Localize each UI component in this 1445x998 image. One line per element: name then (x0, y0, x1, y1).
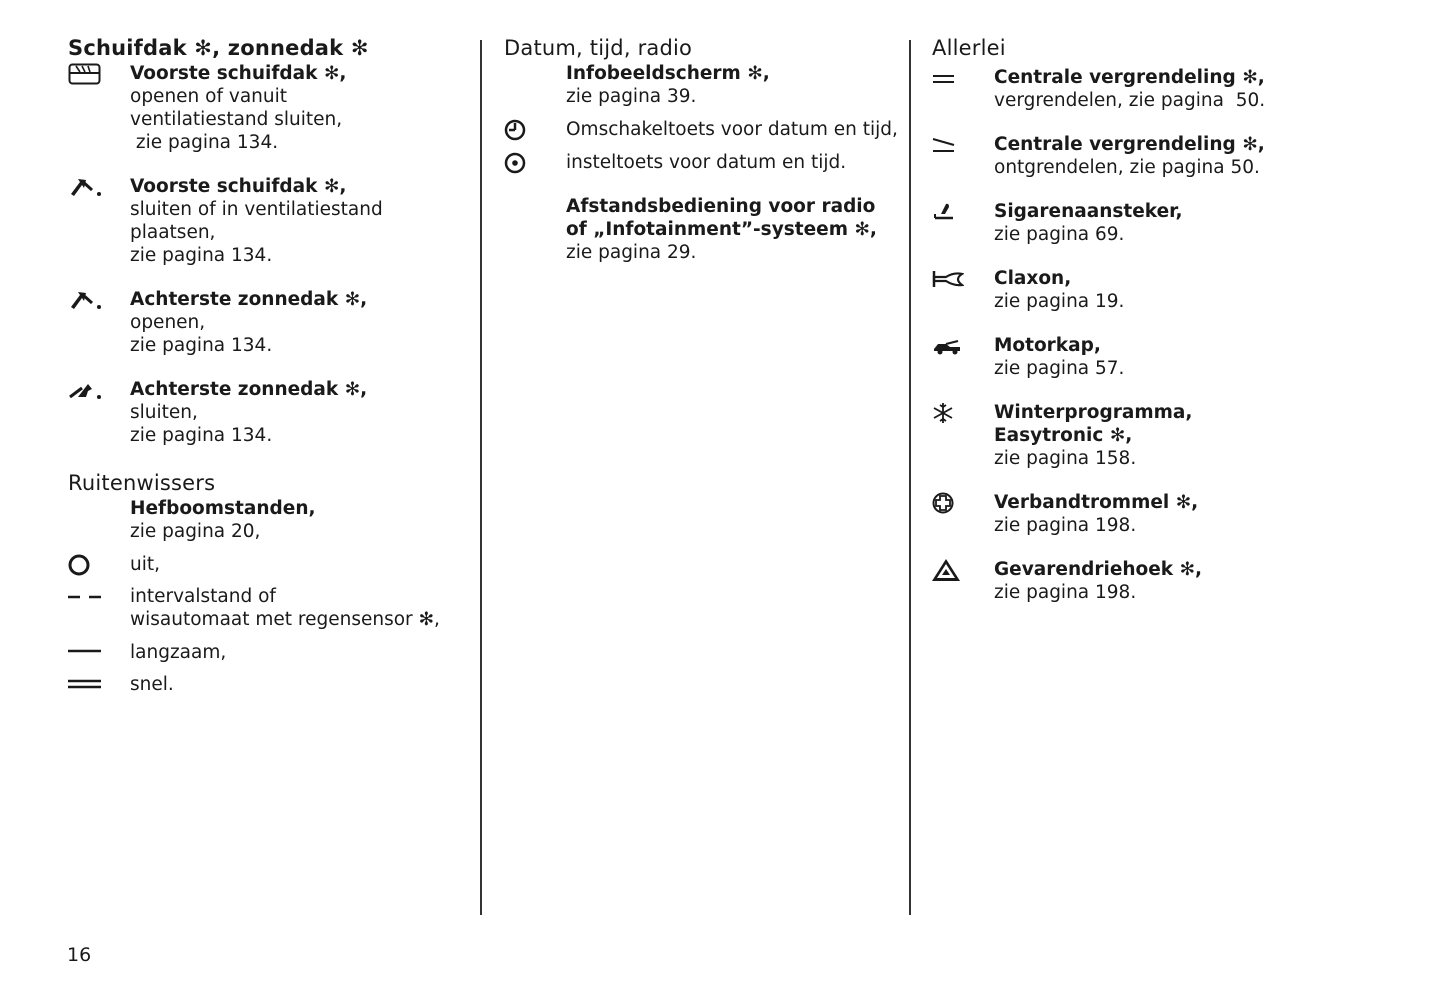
wiper-fast-icon (68, 673, 130, 696)
entry-motorkap (932, 334, 1392, 380)
column-divider-2 (909, 40, 911, 915)
entry-line: sluiten, (130, 402, 198, 423)
column-datum-tijd-radio (504, 34, 904, 264)
section-title-schuifdak: Schuifdak ✻, zonnedak ✻ (68, 36, 369, 60)
entry-winterprogramma (932, 401, 1392, 470)
entry-heading: Achterste zonnedak ✻, (130, 289, 368, 310)
entry-line: zie pagina 198. (994, 582, 1137, 603)
entry-heading: Centrale vergrendeling ✻, (994, 67, 1265, 88)
sunroof-open-icon (68, 62, 130, 85)
entry-heading: Claxon, (994, 268, 1072, 289)
sunroof-close-icon (68, 175, 130, 198)
entry-line: ontgrendelen, zie pagina 50. (994, 157, 1260, 178)
entry-line: ventilatiestand sluiten, (130, 109, 343, 130)
entry-centrale-vergrendeling-unlock (932, 133, 1392, 179)
entry-wiper-interval (68, 585, 468, 631)
entry-line: plaatsen, (130, 222, 216, 243)
entry-heading: of „Infotainment”-systeem ✻, (566, 219, 877, 240)
page-number: 16 (67, 944, 92, 966)
entry-voorste-schuifdak-open (68, 62, 468, 154)
warning-triangle-icon (932, 558, 994, 581)
entry-line: zie pagina 134. (130, 335, 273, 356)
section-title-allerlei: Allerlei (932, 36, 1006, 60)
entry-line: snel. (130, 674, 174, 695)
set-button-icon (504, 151, 566, 174)
entry-line: vergrendelen, zie pagina 50. (994, 90, 1266, 111)
entry-claxon (932, 267, 1392, 313)
rear-sunroof-close-icon (68, 378, 130, 401)
section-title-datum: Datum, tijd, radio (504, 36, 693, 60)
rear-sunroof-open-icon (68, 288, 130, 311)
column-divider-1 (480, 40, 482, 915)
entry-heading: Infobeeldscherm ✻, (566, 63, 770, 84)
entry-afstandsbediening (504, 195, 904, 264)
entry-achterste-zonnedak-sluiten (68, 378, 468, 447)
wiper-slow-icon (68, 641, 130, 664)
entry-achterste-zonnedak-open (68, 288, 468, 357)
entry-heading: Achterste zonnedak ✻, (130, 379, 368, 400)
entry-heading: Voorste schuifdak ✻, (130, 63, 347, 84)
entry-line: zie pagina 19. (994, 291, 1125, 312)
entry-insteltoets (504, 151, 904, 174)
entry-heading: Afstandsbediening voor radio (566, 196, 876, 217)
entry-heading: Centrale vergrendeling ✻, (994, 134, 1265, 155)
entry-heading: Verbandtrommel ✻, (994, 492, 1199, 513)
entry-voorste-schuifdak-sluiten (68, 175, 468, 267)
entry-line: intervalstand of (130, 586, 276, 607)
entry-omschakeltoets (504, 118, 904, 141)
entry-line: zie pagina 158. (994, 448, 1137, 469)
column-schuifdak-ruitenwissers (68, 34, 468, 696)
cigarette-lighter-icon (932, 200, 994, 223)
bonnet-icon (932, 334, 994, 357)
wiper-interval-icon (68, 585, 130, 608)
first-aid-icon (932, 491, 994, 514)
entry-sigarenaansteker (932, 200, 1392, 246)
snowflake-icon (932, 401, 994, 424)
entry-line: insteltoets voor datum en tijd. (566, 152, 847, 173)
entry-centrale-vergrendeling-lock (932, 66, 1392, 112)
entry-line: sluiten of in ventilatiestand (130, 199, 383, 220)
entry-infobeeldscherm (504, 62, 904, 108)
entry-line: Omschakeltoets voor datum en tijd, (566, 119, 898, 140)
entry-heading: Winterprogramma, (994, 402, 1193, 423)
entry-heading: Voorste schuifdak ✻, (130, 176, 347, 197)
central-unlock-icon (932, 133, 994, 156)
section-title-ruitenwissers: Ruitenwissers (68, 471, 216, 495)
entry-line: openen of vanuit (130, 86, 287, 107)
entry-heading: Gevarendriehoek ✻, (994, 559, 1203, 580)
horn-icon (932, 267, 994, 290)
entry-wiper-slow (68, 641, 468, 664)
entry-gevarendriehoek (932, 558, 1392, 604)
entry-line: wisautomaat met regensensor ✻, (130, 609, 440, 630)
entry-line: zie pagina 29. (566, 242, 697, 263)
wiper-off-icon (68, 553, 130, 576)
entry-line: zie pagina 20, (130, 521, 261, 542)
entry-line: zie pagina 198. (994, 515, 1137, 536)
entry-line: openen, (130, 312, 206, 333)
entry-wiper-fast (68, 673, 468, 696)
entry-line: zie pagina 69. (994, 224, 1125, 245)
entry-wiper-off (68, 553, 468, 576)
entry-line: zie pagina 134. (130, 245, 273, 266)
entry-line: langzaam, (130, 642, 227, 663)
entry-heading: Hefboomstanden, (130, 498, 316, 519)
entry-verbandtrommel (932, 491, 1392, 537)
entry-heading: Motorkap, (994, 335, 1101, 356)
central-lock-icon (932, 66, 994, 89)
entry-heading: Sigarenaansteker, (994, 201, 1183, 222)
entry-line: zie pagina 134. (130, 425, 273, 446)
entry-hefboomstanden (68, 497, 468, 543)
entry-line: uit, (130, 554, 160, 575)
entry-heading: Easytronic ✻, (994, 425, 1133, 446)
entry-line: zie pagina 57. (994, 358, 1125, 379)
clock-icon (504, 118, 566, 141)
column-allerlei (932, 34, 1392, 604)
entry-line: zie pagina 39. (566, 86, 697, 107)
entry-line: zie pagina 134. (130, 132, 279, 153)
